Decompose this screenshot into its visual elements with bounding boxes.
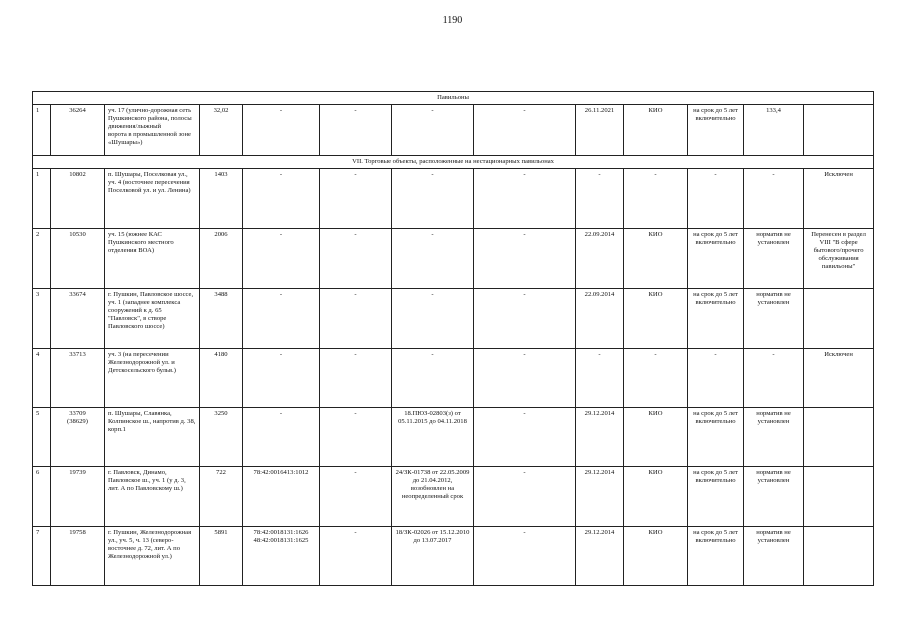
contract-info: -: [392, 169, 474, 229]
cell-c8: -: [474, 169, 576, 229]
section-title-pavilions: Павильоны: [33, 92, 874, 105]
object-area: 5891: [200, 527, 243, 586]
note: Исключен: [804, 169, 874, 229]
object-id: 36264: [51, 105, 105, 156]
organization: -: [624, 349, 688, 408]
table-row: [33, 408, 874, 467]
object-id: 33709 (38629): [51, 408, 105, 467]
inclusion-date: -: [576, 169, 624, 229]
row-number: 3: [33, 289, 51, 349]
object-address: уч. 3 (на пересечении Железнодорожной ул. и Детскосельского бульв.): [105, 349, 200, 408]
object-id: 33713: [51, 349, 105, 408]
placement-term: на срок до 5 лет включительно: [688, 289, 744, 349]
note: [804, 289, 874, 349]
object-area: 4180: [200, 349, 243, 408]
note: [804, 467, 874, 527]
organization: КИО: [624, 105, 688, 156]
cadastral-number: -: [243, 105, 320, 156]
cadastral-number: -: [243, 229, 320, 289]
norm-value: норматив не установлен: [744, 467, 804, 527]
object-id: 10802: [51, 169, 105, 229]
note: Перенесен в раздел VIII "В сфере бытового/прочего обслуживания павильоны": [804, 229, 874, 289]
table-row: [33, 467, 874, 527]
object-area: 3250: [200, 408, 243, 467]
object-address: п. Шушары, Славянка, Колпинское ш., напротив д. 38, корп.1: [105, 408, 200, 467]
row-number: 1: [33, 169, 51, 229]
section-header-row: [33, 92, 874, 105]
table-row: [33, 349, 874, 408]
row-number: 6: [33, 467, 51, 527]
placement-term: -: [688, 349, 744, 408]
organization: -: [624, 169, 688, 229]
norm-value: 133,4: [744, 105, 804, 156]
contract-info: 24/ЗК-01738 от 22.05.2009 до 21.04.2012, возобновлен на неопределенный срок: [392, 467, 474, 527]
norm-value: норматив не установлен: [744, 289, 804, 349]
organization: КИО: [624, 527, 688, 586]
table-row: [33, 105, 874, 156]
placement-term: на срок до 5 лет включительно: [688, 408, 744, 467]
page-number: 1190: [442, 15, 463, 26]
cell-c8: -: [474, 289, 576, 349]
table-row: [33, 229, 874, 289]
cell-c8: -: [474, 408, 576, 467]
norm-value: -: [744, 169, 804, 229]
contract-info: 18.ПЮЗ-02803(з) от 05.11.2015 до 04.11.2018: [392, 408, 474, 467]
object-address: г. Пушкин, Павловское шоссе, уч. 1 (западнее комплекса сооружений к д. 65 "Павловск", в створе Павловского шоссе): [105, 289, 200, 349]
note: [804, 408, 874, 467]
organization: КИО: [624, 229, 688, 289]
table-row: [33, 527, 874, 586]
cell-c8: -: [474, 527, 576, 586]
section-header-row: [33, 156, 874, 169]
object-area: 3488: [200, 289, 243, 349]
norm-value: норматив не установлен: [744, 229, 804, 289]
organization: КИО: [624, 408, 688, 467]
note: Исключен: [804, 349, 874, 408]
cell-c8: -: [474, 105, 576, 156]
object-id: 10530: [51, 229, 105, 289]
contract-info: -: [392, 105, 474, 156]
inclusion-date: 26.11.2021: [576, 105, 624, 156]
note: [804, 105, 874, 156]
objects-table: [32, 91, 874, 586]
cell-c8: -: [474, 467, 576, 527]
inclusion-date: 22.09.2014: [576, 229, 624, 289]
object-id: 33674: [51, 289, 105, 349]
object-address: уч. 15 (южнее КАС Пушкинского местного отделения ВОА): [105, 229, 200, 289]
section-title-trade: VII. Торговые объекты, расположенные на нестационарных павильонах: [33, 156, 874, 169]
object-address: г. Павловск, Динамо, Павловское ш., уч. 1 (у д. 3, лит. А по Павловскому ш.): [105, 467, 200, 527]
inclusion-date: -: [576, 349, 624, 408]
cell-c8: -: [474, 229, 576, 289]
contract-info: 18/ЗК-02026 от 15.12.2010 до 13.07.2017: [392, 527, 474, 586]
inclusion-date: 29.12.2014: [576, 467, 624, 527]
inclusion-date: 22.09.2014: [576, 289, 624, 349]
cell-c6: -: [320, 169, 392, 229]
object-id: 19739: [51, 467, 105, 527]
cell-c6: -: [320, 105, 392, 156]
object-area: 722: [200, 467, 243, 527]
cell-c6: -: [320, 229, 392, 289]
object-id: 19758: [51, 527, 105, 586]
inclusion-date: 29.12.2014: [576, 408, 624, 467]
row-number: 4: [33, 349, 51, 408]
object-area: 32,02: [200, 105, 243, 156]
cadastral-number: -: [243, 289, 320, 349]
contract-info: -: [392, 289, 474, 349]
organization: КИО: [624, 289, 688, 349]
cell-c8: -: [474, 349, 576, 408]
object-address: уч. 17 (улично-дорожная сеть Пушкинского района, полосы движения/лыжный ворота в промышленной зоне «Шушары»): [105, 105, 200, 156]
placement-term: на срок до 5 лет включительно: [688, 229, 744, 289]
norm-value: -: [744, 349, 804, 408]
cadastral-number: -: [243, 408, 320, 467]
cell-c6: -: [320, 289, 392, 349]
cadastral-number: -: [243, 349, 320, 408]
placement-term: на срок до 5 лет включительно: [688, 527, 744, 586]
cell-c6: -: [320, 408, 392, 467]
row-number: 7: [33, 527, 51, 586]
table-row: [33, 289, 874, 349]
norm-value: норматив не установлен: [744, 408, 804, 467]
table-row: [33, 169, 874, 229]
norm-value: норматив не установлен: [744, 527, 804, 586]
cell-c6: -: [320, 467, 392, 527]
row-number: 1: [33, 105, 51, 156]
placement-term: -: [688, 169, 744, 229]
note: [804, 527, 874, 586]
table-body: [33, 92, 874, 586]
inclusion-date: 29.12.2014: [576, 527, 624, 586]
cadastral-number: 78:42:0018131:1626 48:42:0018131:1625: [243, 527, 320, 586]
object-area: 2006: [200, 229, 243, 289]
row-number: 2: [33, 229, 51, 289]
placement-term: на срок до 5 лет включительно: [688, 467, 744, 527]
contract-info: -: [392, 349, 474, 408]
organization: КИО: [624, 467, 688, 527]
placement-term: на срок до 5 лет включительно: [688, 105, 744, 156]
cadastral-number: 78:42:0016413:1012: [243, 467, 320, 527]
object-area: 1403: [200, 169, 243, 229]
contract-info: -: [392, 229, 474, 289]
cell-c6: -: [320, 527, 392, 586]
cadastral-number: -: [243, 169, 320, 229]
cell-c6: -: [320, 349, 392, 408]
object-address: г. Пушкин, Железнодорожная ул., уч. 5, ч. 13 (северо-восточнее д. 72, лит. А по Железнодорожной ул.): [105, 527, 200, 586]
row-number: 5: [33, 408, 51, 467]
object-address: п. Шушары, Поселковая ул., уч. 4 (восточнее пересечения Поселковой ул. и ул. Ленина): [105, 169, 200, 229]
